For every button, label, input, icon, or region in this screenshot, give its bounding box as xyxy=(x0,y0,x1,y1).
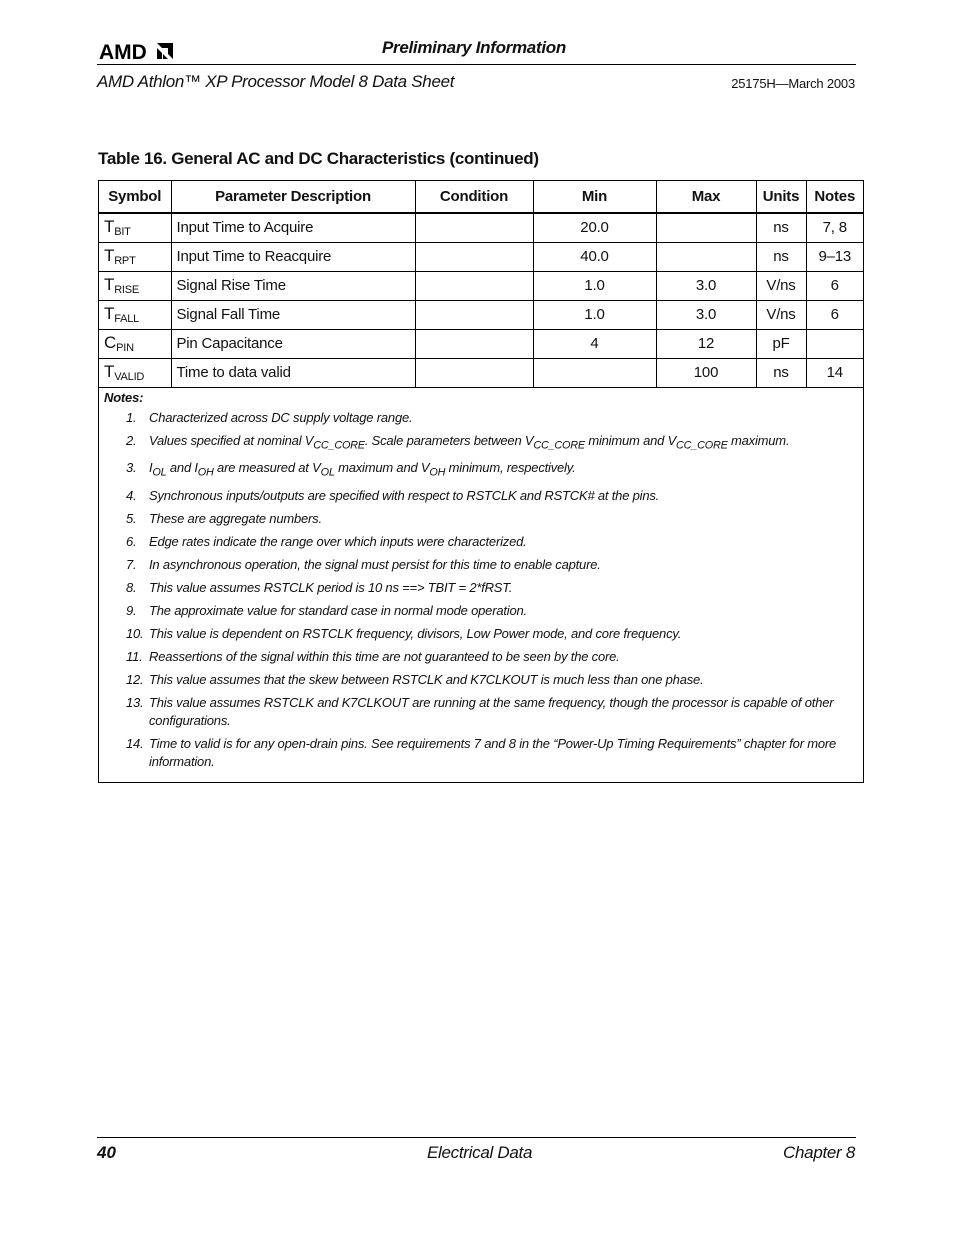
note-text: Time to valid is for any open-drain pins. See requirements 7 and 8 in the “Power-Up Timing Requirements” chapter for more information. xyxy=(149,735,837,769)
symbol-main: T xyxy=(104,217,115,237)
cell-units: V/ns xyxy=(756,300,806,329)
note-fragment: maximum and V xyxy=(334,460,430,476)
note-fragment: and I xyxy=(166,460,198,476)
note-fragment: maximum. xyxy=(727,432,790,448)
note-text xyxy=(149,432,858,455)
note-fragment: are measured at V xyxy=(213,460,321,476)
col-header-symbol: Symbol xyxy=(99,181,171,213)
note-subscript: OL xyxy=(320,466,335,479)
cell-description: Input Time to Reacquire xyxy=(171,242,415,271)
cell-description: Pin Capacitance xyxy=(171,329,415,358)
note-fragment: I xyxy=(149,460,153,476)
cell-max: 3.0 xyxy=(656,300,756,329)
cell-max: 12 xyxy=(656,329,756,358)
cell-notes: 7, 8 xyxy=(806,213,863,242)
amd-logo xyxy=(99,40,175,62)
note-number: 1. xyxy=(126,409,137,425)
note-number: 9. xyxy=(126,602,137,618)
cell-min: 1.0 xyxy=(533,271,656,300)
col-header-notes: Notes xyxy=(806,181,863,213)
cell-condition xyxy=(415,300,533,329)
preliminary-label: Preliminary Information xyxy=(382,38,566,57)
cell-symbol xyxy=(99,242,171,271)
symbol-main: T xyxy=(104,362,115,381)
note-item xyxy=(104,735,858,771)
table-row xyxy=(99,358,863,387)
header-rule xyxy=(97,64,856,65)
cell-units: ns xyxy=(756,213,806,242)
table-row xyxy=(99,242,863,271)
note-fragment: . Scale parameters between V xyxy=(364,432,534,448)
characteristics-grid xyxy=(99,181,863,388)
cell-condition xyxy=(415,213,533,242)
note-item xyxy=(104,459,858,482)
document-id: 25175H—March 2003 xyxy=(731,76,855,91)
note-item xyxy=(104,409,858,427)
note-item xyxy=(104,556,858,574)
col-header-units: Units xyxy=(756,181,806,213)
cell-units: pF xyxy=(756,329,806,358)
note-subscript: OH xyxy=(429,466,446,479)
cell-max: 100 xyxy=(656,358,756,387)
col-header-min: Min xyxy=(533,181,656,213)
cell-description: Signal Rise Time xyxy=(171,271,415,300)
cell-condition xyxy=(415,271,533,300)
note-number: 7. xyxy=(126,556,137,572)
cell-notes: 6 xyxy=(806,271,863,300)
cell-units: ns xyxy=(756,242,806,271)
table-row xyxy=(99,329,863,358)
document-title: AMD Athlon™ XP Processor Model 8 Data Sheet xyxy=(97,72,455,91)
note-number: 11. xyxy=(126,648,143,664)
amd-logo-text: AMD xyxy=(99,41,147,62)
note-number: 2. xyxy=(126,432,137,448)
cell-min xyxy=(533,358,656,387)
cell-condition xyxy=(415,358,533,387)
cell-description: Input Time to Acquire xyxy=(171,213,415,242)
note-text: The approximate value for standard case in normal mode operation. xyxy=(149,602,527,618)
col-header-condition: Condition xyxy=(415,181,533,213)
note-subscript: CC_CORE xyxy=(313,439,365,452)
cell-units: V/ns xyxy=(756,271,806,300)
cell-condition xyxy=(415,329,533,358)
amd-arrow-icon xyxy=(157,43,173,59)
footer-section: Electrical Data xyxy=(427,1143,533,1162)
cell-symbol xyxy=(99,213,171,242)
symbol-subscript: BIT xyxy=(114,226,131,239)
note-number: 12. xyxy=(126,671,144,687)
note-number: 14. xyxy=(126,735,144,751)
symbol-subscript: FALL xyxy=(114,313,140,325)
footer-chapter: Chapter 8 xyxy=(783,1143,855,1162)
cell-max xyxy=(656,213,756,242)
cell-units: ns xyxy=(756,358,806,387)
cell-description: Signal Fall Time xyxy=(171,300,415,329)
note-number: 8. xyxy=(126,579,137,595)
note-text: Synchronous inputs/outputs are specified with respect to RSTCLK and RSTCK# at the pins. xyxy=(149,487,660,503)
note-item xyxy=(104,625,858,643)
cell-symbol xyxy=(99,358,171,387)
note-number: 3. xyxy=(126,460,137,476)
note-text xyxy=(149,459,858,482)
note-text: This value assumes RSTCLK and K7CLKOUT are running at the same frequency, though the processor is capable of other configurations. xyxy=(149,694,834,728)
note-item xyxy=(104,510,858,528)
note-item xyxy=(104,432,858,455)
note-item xyxy=(104,602,858,620)
note-text: This value is dependent on RSTCLK frequency, divisors, Low Power mode, and core frequency. xyxy=(149,625,682,641)
notes-heading: Notes: xyxy=(104,389,144,405)
note-item xyxy=(104,487,858,505)
cell-condition xyxy=(415,242,533,271)
symbol-main: T xyxy=(104,246,115,265)
cell-min: 1.0 xyxy=(533,300,656,329)
note-number: 13. xyxy=(126,694,144,710)
note-text: Reassertions of the signal within this time are not guaranteed to be seen by the core. xyxy=(149,648,620,664)
note-item xyxy=(104,533,858,551)
page-number: 40 xyxy=(97,1143,116,1162)
table-header-row xyxy=(99,181,863,213)
cell-max: 3.0 xyxy=(656,271,756,300)
note-item xyxy=(104,648,858,666)
symbol-subscript: VALID xyxy=(114,371,145,383)
cell-symbol xyxy=(99,271,171,300)
symbol-subscript: RPT xyxy=(114,255,136,267)
table-row xyxy=(99,300,863,329)
note-text: In asynchronous operation, the signal must persist for this time to enable capture. xyxy=(149,556,601,572)
note-text: This value assumes RSTCLK period is 10 ns ==> TBIT = 2*fRST. xyxy=(149,579,513,595)
table-row xyxy=(99,271,863,300)
characteristics-table xyxy=(98,180,864,783)
symbol-main: C xyxy=(104,333,117,352)
note-text: Edge rates indicate the range over which inputs were characterized. xyxy=(149,533,527,549)
cell-min: 20.0 xyxy=(533,213,656,242)
note-fragment: Values specified at nominal V xyxy=(149,432,314,448)
col-header-max: Max xyxy=(656,181,756,213)
table-row xyxy=(99,213,863,242)
cell-notes: 9–13 xyxy=(806,242,863,271)
note-number: 4. xyxy=(126,487,137,503)
cell-min: 40.0 xyxy=(533,242,656,271)
notes-section xyxy=(99,388,863,782)
cell-description: Time to data valid xyxy=(171,358,415,387)
footer-rule xyxy=(97,1137,856,1138)
cell-symbol xyxy=(99,300,171,329)
cell-symbol xyxy=(99,329,171,358)
note-text: This value assumes that the skew between RSTCLK and K7CLKOUT is much less than one phase. xyxy=(149,671,704,687)
note-item xyxy=(104,671,858,689)
note-subscript: CC_CORE xyxy=(676,439,728,452)
symbol-subscript: PIN xyxy=(116,342,134,354)
col-header-description: Parameter Description xyxy=(171,181,415,213)
cell-max xyxy=(656,242,756,271)
note-subscript: CC_CORE xyxy=(533,439,585,452)
note-subscript: OH xyxy=(197,466,214,479)
symbol-subscript: RISE xyxy=(114,284,140,296)
note-item xyxy=(104,694,858,730)
note-subscript: OL xyxy=(152,466,167,479)
cell-min: 4 xyxy=(533,329,656,358)
notes-list xyxy=(104,409,858,771)
note-number: 10. xyxy=(126,625,144,641)
cell-notes xyxy=(806,329,863,358)
note-number: 6. xyxy=(126,533,137,549)
note-text: Characterized across DC supply voltage range. xyxy=(149,409,413,425)
symbol-main: T xyxy=(104,275,115,294)
symbol-main: T xyxy=(104,304,115,323)
cell-notes: 6 xyxy=(806,300,863,329)
note-item xyxy=(104,579,858,597)
note-text: These are aggregate numbers. xyxy=(149,510,322,526)
table-caption: Table 16. General AC and DC Characteristics (continued) xyxy=(98,149,539,168)
cell-notes: 14 xyxy=(806,358,863,387)
note-fragment: minimum, respectively. xyxy=(445,460,576,476)
note-number: 5. xyxy=(126,510,137,526)
note-fragment: minimum and V xyxy=(584,432,677,448)
